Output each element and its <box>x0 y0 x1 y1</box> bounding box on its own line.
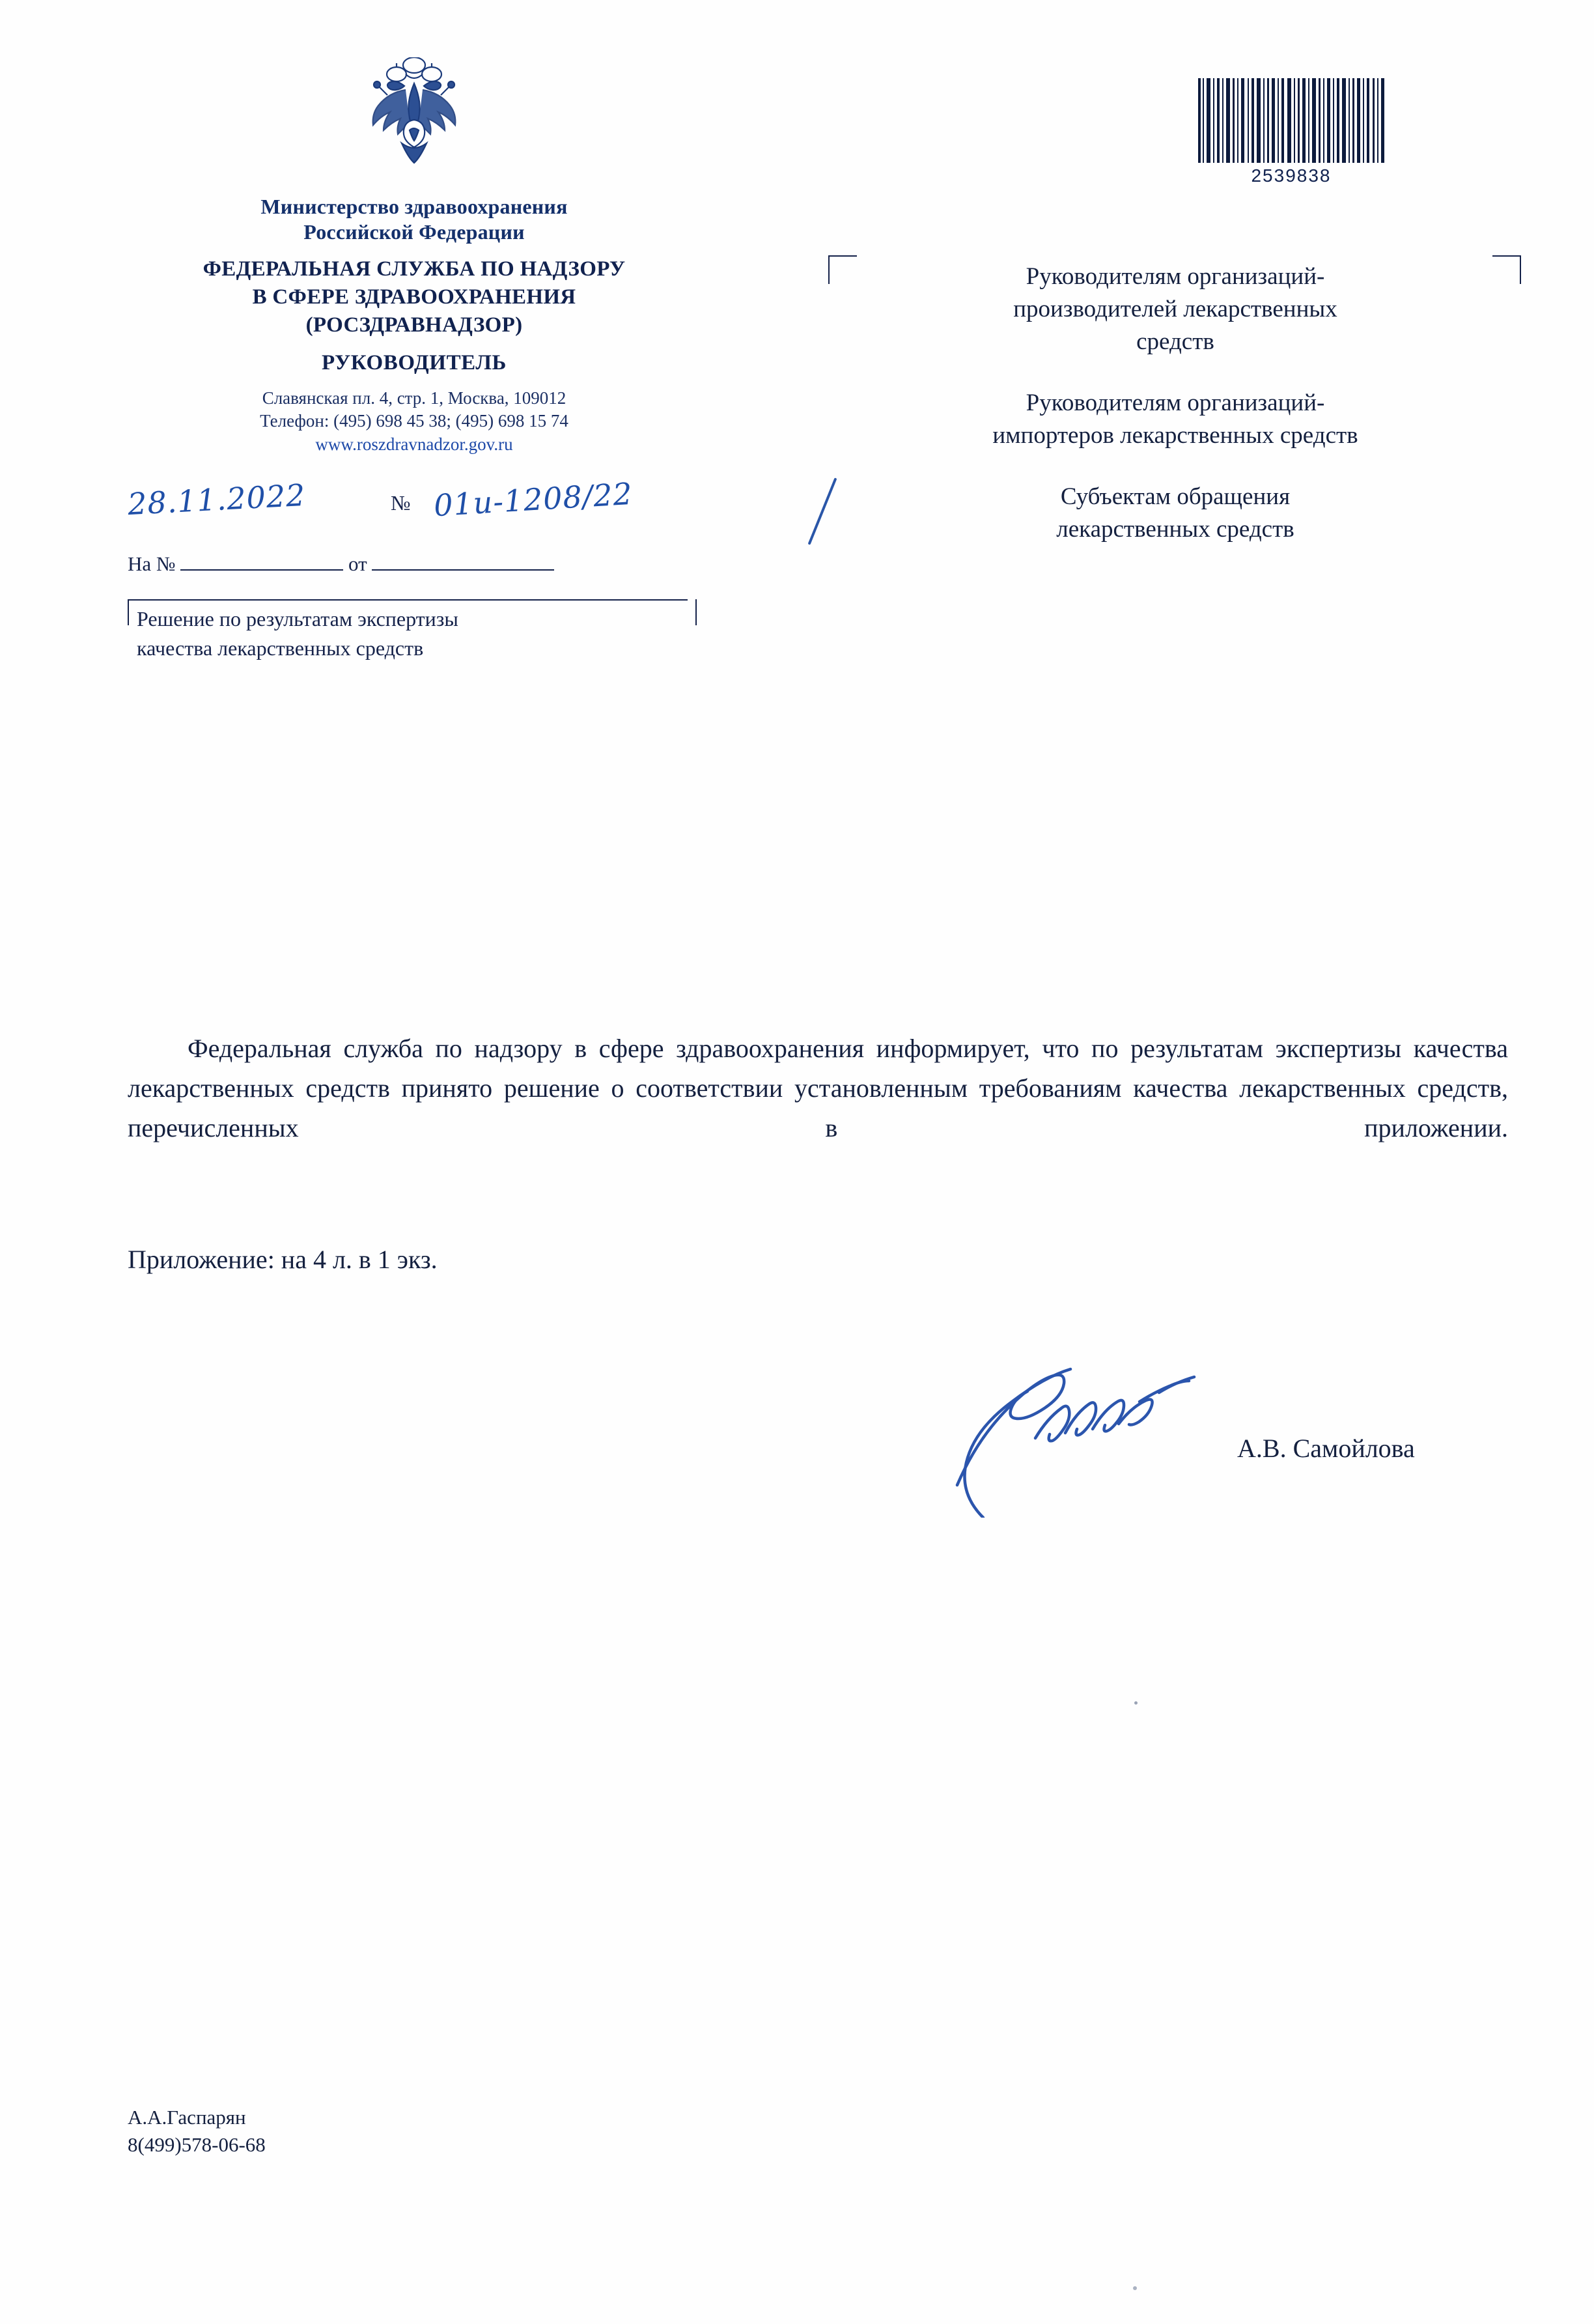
executor-name: А.А.Гаспарян <box>128 2106 246 2129</box>
body-paragraph: Федеральная служба по надзору в сфере здравоохранения информирует, что по результатам экспертизы качества лекарственных средств принято решение о соответствии установленным требованиям качества лекарственных средств, перечисленных в приложении. <box>128 1034 1508 1142</box>
addressee-importers-line2: импортеров лекарственных средств <box>992 421 1358 449</box>
registration-line <box>126 475 714 528</box>
attachment-note: Приложение: на 4 л. в 1 экз. <box>128 1245 438 1274</box>
addressee-manufacturers-line2: производителей лекарственных <box>1013 295 1337 322</box>
registration-number-label: № <box>391 491 411 515</box>
subject-block <box>128 599 710 663</box>
office-phones: Телефон: (495) 698 45 38; (495) 698 15 74 <box>260 411 568 431</box>
office-address: Славянская пл. 4, стр. 1, Москва, 109012 <box>262 388 566 408</box>
registration-date-handwritten: 28.11.2022 <box>126 477 307 522</box>
letterhead <box>128 57 701 457</box>
executor-block <box>128 2104 266 2159</box>
signature-handwritten <box>944 1322 1231 1518</box>
service-name-line2: В СФЕРЕ ЗДРАВООХРАНЕНИЯ <box>252 285 576 309</box>
subject-bracket-right <box>695 599 697 625</box>
addressee-manufacturers-line3: средств <box>1136 328 1214 355</box>
reply-reference-label: На № <box>128 552 176 575</box>
issuer-position: РУКОВОДИТЕЛЬ <box>322 350 507 375</box>
ministry-name <box>128 194 701 245</box>
service-name <box>128 255 701 339</box>
addressee-importers-line1: Руководителям организаций- <box>1026 389 1325 416</box>
addressee-subjects-line1: Субъектам обращения <box>1060 483 1291 510</box>
addressee-block <box>840 261 1511 546</box>
addressee-manufacturers-line1: Руководителям организаций- <box>1026 263 1325 290</box>
barcode-number: 2539838 <box>1251 165 1332 186</box>
reply-reference-line <box>128 547 714 576</box>
reply-date-label: от <box>348 552 367 575</box>
ministry-name-line1: Министерство здравоохранения <box>260 195 568 218</box>
registration-number-handwritten: 01и-1208/22 <box>432 475 634 524</box>
addressee-group-importers <box>840 387 1511 452</box>
page-speck <box>1134 1701 1138 1705</box>
service-name-line1: ФЕДЕРАЛЬНАЯ СЛУЖБА ПО НАДЗОРУ <box>203 257 626 281</box>
letterhead-contacts <box>128 387 701 457</box>
barcode-block <box>1197 78 1386 186</box>
service-name-line3: (РОСЗДРАВНАДЗОР) <box>305 313 523 337</box>
page-speck <box>1133 2286 1137 2290</box>
signatory-name: А.В. Самойлова <box>1237 1434 1415 1463</box>
reply-reference-blank <box>180 547 343 571</box>
subject-line2: качества лекарственных средств <box>137 636 424 660</box>
addressee-group-manufacturers <box>840 261 1511 358</box>
office-website-link[interactable]: www.roszdravnadzor.gov.ru <box>315 434 513 454</box>
ministry-name-line2: Российской Федерации <box>303 220 525 244</box>
barcode-icon <box>1197 78 1386 163</box>
subject-line1: Решение по результатам экспертизы <box>137 607 458 631</box>
addressee-group-subjects <box>840 481 1511 546</box>
reply-date-blank <box>372 547 554 571</box>
pen-stroke-decoration <box>808 477 837 545</box>
addressee-subjects-line2: лекарственных средств <box>1056 515 1294 543</box>
executor-phone: 8(499)578-06-68 <box>128 2133 266 2156</box>
coat-of-arms-emblem <box>359 57 469 188</box>
